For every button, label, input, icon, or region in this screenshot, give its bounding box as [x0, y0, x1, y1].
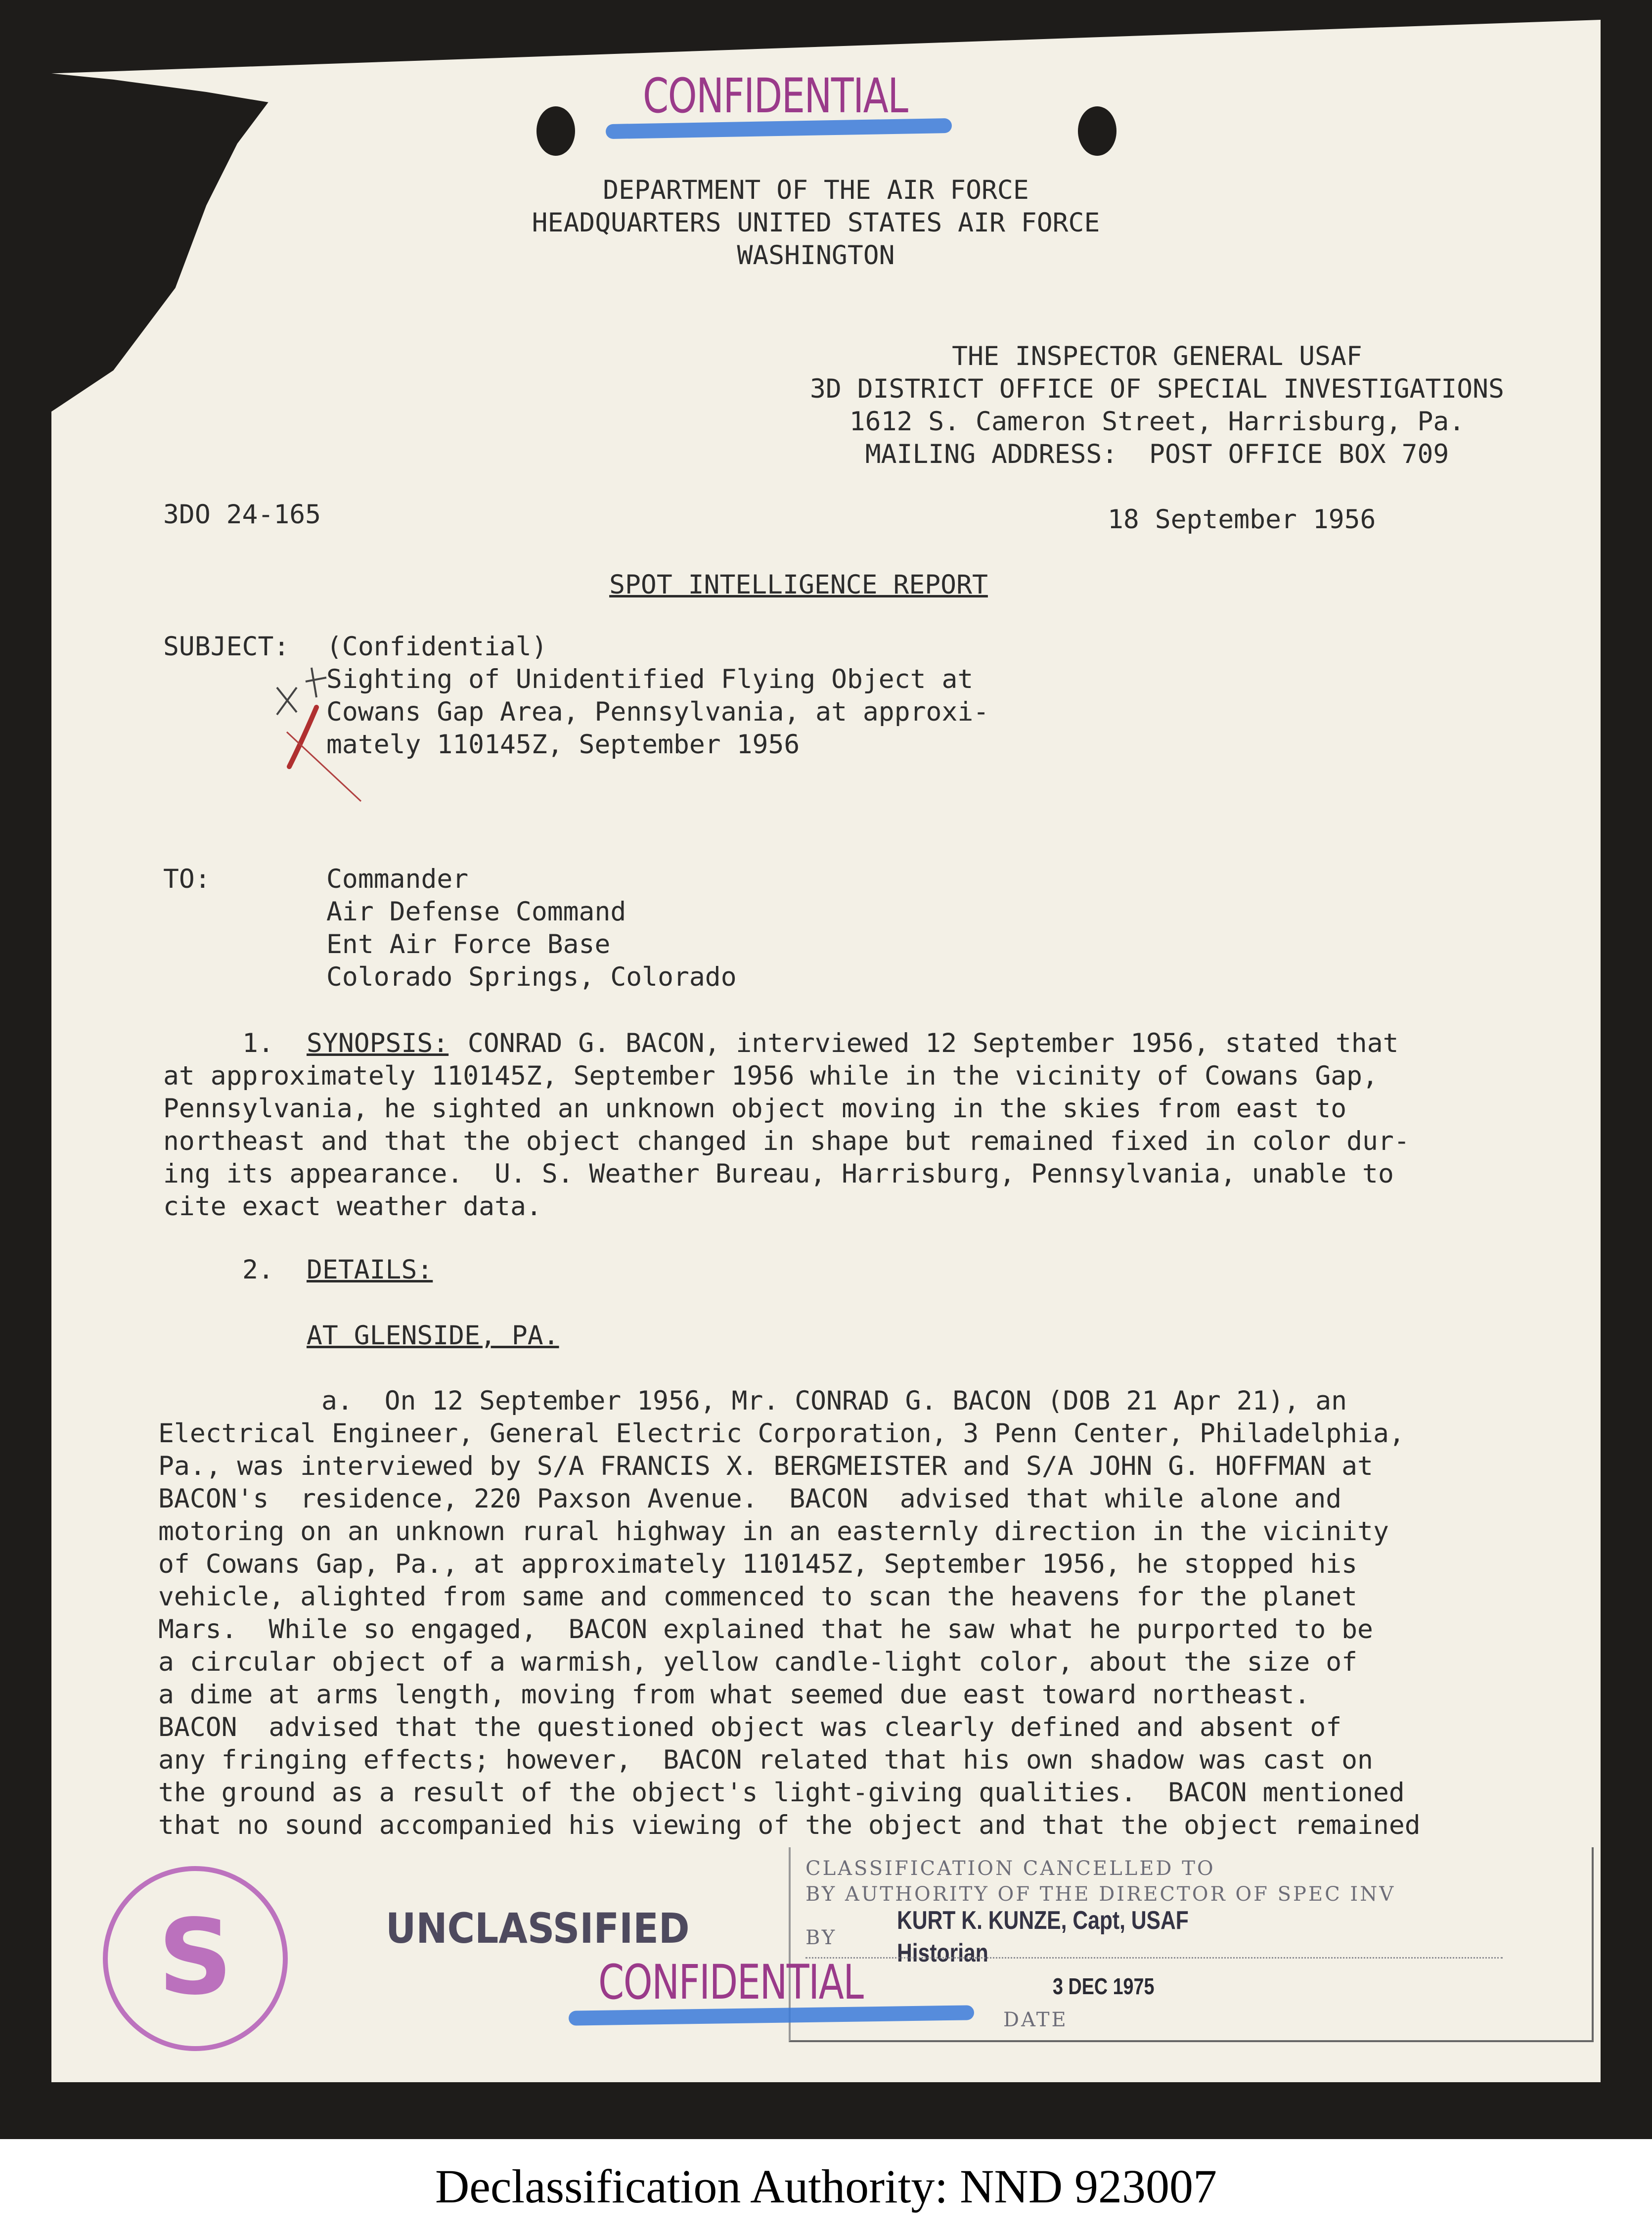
s-stamp-letter: S	[158, 1897, 233, 2018]
declass-date-value: 3 DEC 1975	[1053, 1973, 1155, 1999]
to-line-3: Ent Air Force Base	[326, 929, 611, 959]
office-line-4: MAILING ADDRESS: POST OFFICE BOX 709	[865, 439, 1449, 469]
declass-date-label: DATE	[1003, 2009, 1068, 2031]
declass-divider	[805, 1957, 1503, 1959]
details-line: that no sound accompanied his viewing of the object and that the object remained	[158, 1810, 1421, 1840]
declassification-authority-footer: Declassification Authority: NND 923007	[435, 2160, 1217, 2213]
s-circle-stamp	[99, 1862, 292, 2055]
office-line-1: THE INSPECTOR GENERAL USAF	[952, 341, 1362, 371]
subject-line-3: Cowans Gap Area, Pennsylvania, at approxi-	[326, 697, 989, 727]
synopsis-line: northeast and that the object changed in shape but remained fixed in color dur-	[163, 1126, 1410, 1156]
details-line: BACON's residence, 220 Paxson Avenue. BACON advised that while alone and	[158, 1484, 1342, 1514]
details-line: Pa., was interviewed by S/A FRANCIS X. BERGMEISTER and S/A JOHN G. HOFFMAN at	[158, 1451, 1373, 1481]
to-line-4: Colorado Springs, Colorado	[326, 962, 737, 992]
pen-annotation-mark	[242, 658, 371, 806]
confidential-stamp-bottom: CONFIDENTIAL	[598, 1955, 863, 2010]
punch-hole-right	[1078, 106, 1116, 156]
synopsis-heading: SYNOPSIS:	[307, 1028, 449, 1058]
synopsis-first-line: CONRAD G. BACON, interviewed 12 September 1956, stated that	[452, 1028, 1399, 1058]
declass-title: Historian	[897, 1939, 988, 1967]
letterhead-line-1: DEPARTMENT OF THE AIR FORCE	[603, 175, 1029, 205]
details-location: AT GLENSIDE, PA.	[307, 1321, 559, 1351]
subject-line-1: (Confidential)	[326, 632, 547, 662]
synopsis-line: Pennsylvania, he sighted an unknown object moving in the skies from east to	[163, 1094, 1347, 1124]
subject-label: SUBJECT:	[163, 632, 290, 662]
details-line: a. On 12 September 1956, Mr. CONRAD G. BACON (DOB 21 Apr 21), an	[321, 1386, 1347, 1416]
details-line: the ground as a result of the object's light-giving qualities. BACON mentioned	[158, 1778, 1405, 1808]
details-line: vehicle, alighted from same and commenced to scan the heavens for the planet	[158, 1582, 1358, 1612]
details-line: a circular object of a warmish, yellow candle-light color, about the size of	[158, 1647, 1358, 1677]
to-label: TO:	[163, 864, 211, 894]
office-line-3: 1612 S. Cameron Street, Harrisburg, Pa.	[849, 407, 1465, 437]
punch-hole-left	[536, 106, 575, 156]
details-line: Electrical Engineer, General Electric Corporation, 3 Penn Center, Philadelphia,	[158, 1418, 1405, 1449]
subject-line-4: mately 110145Z, September 1956	[326, 730, 800, 760]
details-line: Mars. While so engaged, BACON explained that he saw what he purported to be	[158, 1614, 1373, 1644]
details-heading: DETAILS:	[307, 1255, 433, 1285]
declass-by-label: BY	[805, 1926, 837, 1949]
to-line-1: Commander	[326, 864, 469, 894]
to-line-2: Air Defense Command	[326, 897, 626, 927]
report-date: 18 September 1956	[1108, 504, 1376, 535]
details-number: 2.	[242, 1255, 274, 1285]
subject-line-2: Sighting of Unidentified Flying Object at	[326, 664, 974, 694]
unclassified-stamp: UNCLASSIFIED	[386, 1904, 690, 1953]
declass-name: KURT K. KUNZE, Capt, USAF	[897, 1906, 1189, 1935]
synopsis-number: 1.	[242, 1028, 274, 1058]
details-line: BACON advised that the questioned object was clearly defined and absent of	[158, 1712, 1342, 1742]
details-line: of Cowans Gap, Pa., at approximately 110145Z, September 1956, he stopped his	[158, 1549, 1358, 1579]
details-line: any fringing effects; however, BACON related that his own shadow was cast on	[158, 1745, 1373, 1775]
synopsis-line: ing its appearance. U. S. Weather Bureau, Harrisburg, Pennsylvania, unable to	[163, 1159, 1394, 1189]
details-line: a dime at arms length, moving from what seemed due east toward northeast.	[158, 1680, 1310, 1710]
synopsis-line: cite exact weather data.	[163, 1191, 542, 1222]
letterhead-line-2: HEADQUARTERS UNITED STATES AIR FORCE	[532, 208, 1100, 238]
details-line: motoring on an unknown rural highway in an easternly direction in the vicinity	[158, 1516, 1389, 1547]
synopsis-line: at approximately 110145Z, September 1956 while in the vicinity of Cowans Gap,	[163, 1061, 1378, 1091]
office-line-2: 3D DISTRICT OFFICE OF SPECIAL INVESTIGATIONS	[810, 374, 1504, 404]
file-number: 3DO 24-165	[163, 500, 321, 530]
confidential-stamp-top: CONFIDENTIAL	[643, 68, 908, 124]
letterhead-line-3: WASHINGTON	[737, 240, 895, 271]
report-title: SPOT INTELLIGENCE REPORT	[609, 570, 988, 600]
declass-line-1: CLASSIFICATION CANCELLED TO	[805, 1857, 1215, 1880]
declass-line-2: BY AUTHORITY OF THE DIRECTOR OF SPEC INV	[805, 1883, 1396, 1906]
